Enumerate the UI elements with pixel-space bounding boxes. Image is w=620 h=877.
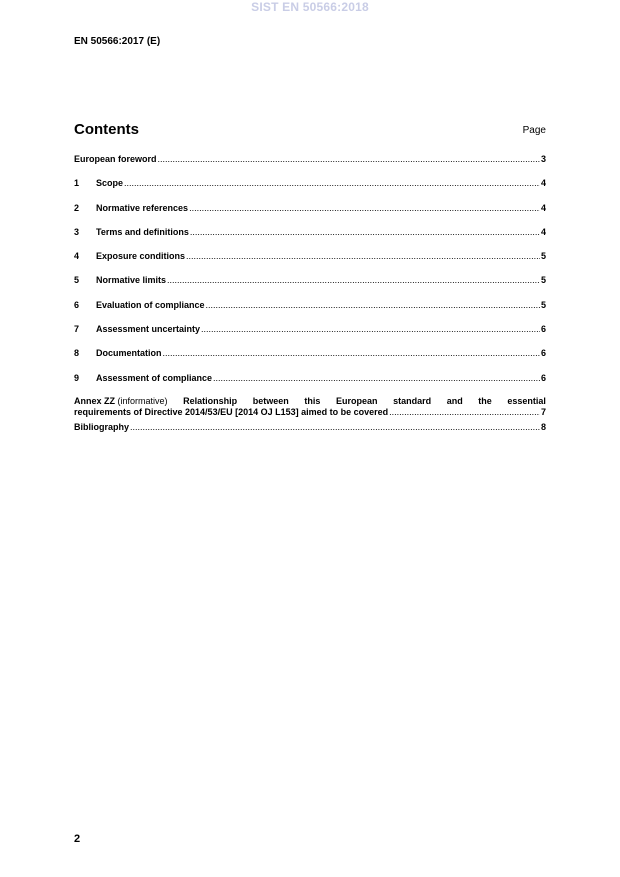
toc-entry-title: Exposure conditions: [96, 251, 186, 262]
toc-entry-title: Documentation: [96, 348, 162, 359]
toc-entry-page-number: 5: [540, 299, 546, 310]
dot-leader: [167, 275, 540, 285]
dot-leader: [158, 154, 540, 164]
toc-entry-number: 3: [74, 226, 80, 237]
toc-entry-number: 5: [74, 275, 80, 286]
bibliography-title: Bibliography: [74, 421, 130, 432]
dot-leader: [124, 178, 540, 188]
toc-entry-number: 9: [74, 372, 80, 383]
annex-title-word: Relationship: [183, 395, 238, 406]
toc-entry[interactable]: [74, 300, 546, 324]
toc-entry-title: European foreword: [74, 154, 157, 164]
dot-leader: [389, 407, 540, 418]
toc-entry-title: Assessment of compliance: [96, 372, 213, 383]
dot-leader: [213, 373, 540, 383]
toc-entry-page-number: 4: [540, 178, 546, 189]
toc-entry-page-number: 5: [540, 251, 546, 262]
toc-entry-title: Terms and definitions: [96, 226, 189, 237]
toc-entry-number: 2: [74, 202, 80, 213]
dot-leader: [186, 251, 540, 261]
toc-entry[interactable]: [74, 178, 546, 202]
toc-entry-page-number: 3: [540, 154, 546, 164]
toc-entry-page-number: 4: [540, 226, 546, 237]
toc-entry-title: Scope: [96, 178, 124, 189]
annex-title-word: between: [252, 395, 289, 406]
footer-page-number: 2: [74, 833, 81, 845]
dot-leader: [206, 300, 540, 310]
annex-title-word: the: [478, 395, 492, 406]
toc-entry[interactable]: [74, 275, 546, 299]
toc-entry-number: 7: [74, 324, 80, 335]
toc-entry-title: Normative references: [96, 202, 189, 213]
dot-leader: [201, 324, 540, 334]
toc-entry-page-number: 6: [540, 324, 546, 335]
page-column-label: Page: [522, 125, 546, 136]
watermark: SIST EN 50566:2018: [251, 0, 369, 14]
toc-entry-number: 6: [74, 299, 80, 310]
toc-entry-number: 8: [74, 348, 80, 359]
toc-entry[interactable]: [74, 373, 546, 397]
contents-title: Contents: [74, 121, 139, 138]
annex-line-2: [74, 407, 546, 418]
toc-entry[interactable]: [74, 154, 546, 178]
annex-title-word: and: [446, 395, 463, 406]
dot-leader: [163, 348, 540, 358]
toc-entry-number: 4: [74, 251, 80, 262]
toc-entry-page-number: 4: [540, 202, 546, 213]
toc-entry[interactable]: [74, 203, 546, 227]
annex-label-group: [74, 396, 168, 407]
toc-entry[interactable]: [74, 348, 546, 372]
annex-line-1: [74, 396, 546, 407]
toc-entry-title: Evaluation of compliance: [96, 299, 205, 310]
toc-entry[interactable]: [74, 324, 546, 348]
toc-entry-annex-zz[interactable]: [74, 396, 546, 418]
table-of-contents: [74, 154, 546, 446]
toc-entry[interactable]: [74, 227, 546, 251]
toc-entry-bibliography[interactable]: [74, 422, 546, 446]
bibliography-page-number: 8: [540, 421, 546, 432]
annex-page-number: 7: [540, 406, 546, 417]
annex-label: Annex ZZ: [74, 395, 116, 406]
annex-title-word: this: [304, 395, 321, 406]
annex-title-word: standard: [393, 395, 432, 406]
toc-entry-number: 1: [74, 178, 80, 189]
toc-entry-page-number: 6: [540, 372, 546, 383]
annex-title-word: European: [335, 395, 378, 406]
annex-title-word: essential: [507, 395, 546, 406]
toc-entry[interactable]: [74, 251, 546, 275]
annex-type: (informative): [117, 395, 168, 406]
toc-entries: [74, 154, 546, 397]
document-id: EN 50566:2017 (E): [74, 36, 161, 47]
toc-entry-page-number: 5: [540, 275, 546, 286]
toc-entry-title: Assessment uncertainty: [96, 324, 201, 335]
toc-entry-title: Normative limits: [96, 275, 167, 286]
toc-entry-page-number: 6: [540, 348, 546, 359]
dot-leader: [190, 227, 540, 237]
dot-leader: [189, 203, 540, 213]
annex-title-continued: requirements of Directive 2014/53/EU [2014 OJ L153] aimed to be covered: [74, 406, 389, 417]
dot-leader: [130, 422, 540, 432]
